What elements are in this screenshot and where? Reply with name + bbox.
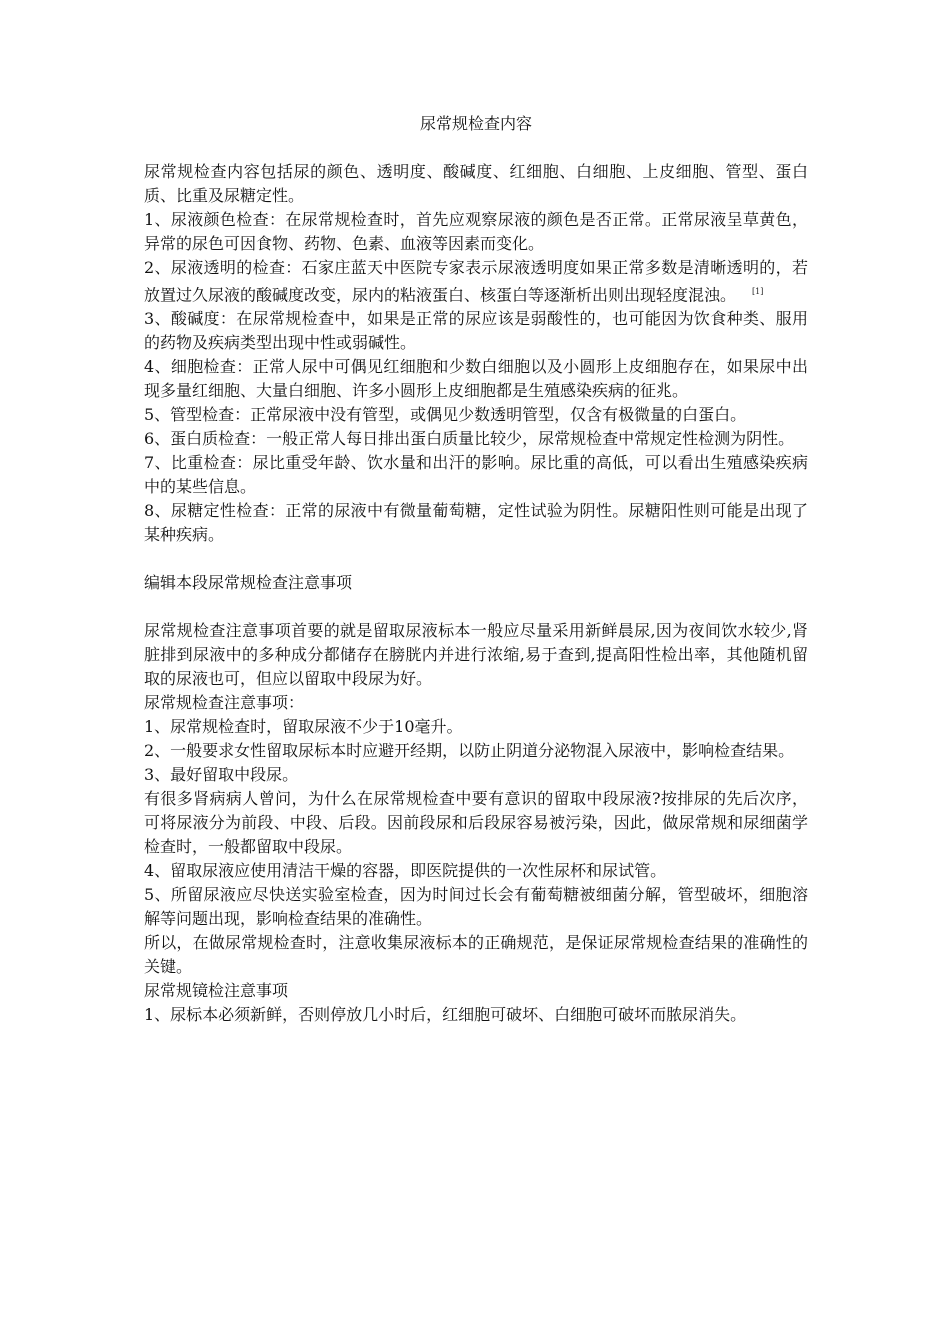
note-midstream: 3、最好留取中段尿。 — [144, 765, 299, 785]
notes-label: 尿常规检查注意事项： — [144, 693, 305, 713]
item-glucose-check: 8、尿糖定性检查：正常的尿液中有微量葡萄糖，定性试验为阴性。尿糖阳性则可能是出现了某种疾病。 — [144, 501, 808, 545]
citation-marker[interactable]: [1] — [752, 287, 764, 296]
note-container: 4、留取尿液应使用清洁干燥的容器，即医院提供的一次性尿杯和尿试管。 — [144, 861, 667, 881]
spacer — [144, 595, 808, 619]
item-transparency-check — [144, 256, 808, 307]
item-transparency-text: 2、尿液透明的检查：石家庄蓝天中医院专家表示尿液透明度如果正常多数是清晰透明的，若放置过久尿液的酸碱度改变，尿内的粘液蛋白、核蛋白等逐渐析出则出现轻度混浊。 — [144, 258, 808, 305]
section-heading: 编辑本段尿常规检查注意事项 — [144, 573, 353, 593]
microscopy-label: 尿常规镜检注意事项 — [144, 981, 289, 1001]
item-protein-check: 6、蛋白质检查：一般正常人每日排出蛋白质量比较少，尿常规检查中常规定性检测为阴性。 — [144, 429, 795, 449]
spacer — [144, 547, 808, 571]
notes-intro-paragraph: 尿常规检查注意事项首要的就是留取尿液标本一般应尽量采用新鲜晨尿,因为夜间饮水较少,肾脏排到尿液中的多种成分都储存在膀胱内并进行浓缩,易于查到,提高阳性检出率，其他随机留取的尿液也可，但应以留取中段尿为好。 — [144, 621, 808, 689]
item-color-check: 1、尿液颜色检查：在尿常规检查时，首先应观察尿液的颜色是否正常。正常尿液呈草黄色，异常的尿色可因食物、药物、色素、血液等因素而变化。 — [144, 210, 808, 253]
note-midstream-explanation: 有很多肾病病人曾问，为什么在尿常规检查中要有意识的留取中段尿液?按排尿的先后次序，可将尿液分为前段、中段、后段。因前段尿和后段尿容易被污染，因此，做尿常规和尿细菌学检查时，一般都留取中段尿。 — [144, 789, 808, 857]
item-cell-check: 4、细胞检查：正常人尿中可偶见红细胞和少数白细胞以及小圆形上皮细胞存在，如果尿中出现多量红细胞、大量白细胞、许多小圆形上皮细胞都是生殖感染疾病的征兆。 — [144, 357, 808, 401]
note-prompt-delivery: 5、所留尿液应尽快送实验室检查，因为时间过长会有葡萄糖被细菌分解，管型破坏，细胞溶解等问题出现，影响检查结果的准确性。 — [144, 885, 808, 929]
item-gravity-check: 7、比重检查：尿比重受年龄、饮水量和出汗的影响。尿比重的高低，可以看出生殖感染疾病中的某些信息。 — [144, 453, 808, 497]
item-cast-check: 5、管型检查：正常尿液中没有管型，或偶见少数透明管型，仅含有极微量的白蛋白。 — [144, 405, 747, 425]
note-conclusion: 所以，在做尿常规检查时，注意收集尿液标本的正确规范，是保证尿常规检查结果的准确性的关键。 — [144, 933, 808, 977]
document-page — [144, 112, 808, 1027]
microscopy-item-fresh: 1、尿标本必须新鲜，否则停放几小时后，红细胞可破坏、白细胞可破坏而脓尿消失。 — [144, 1005, 747, 1025]
note-menstruation: 2、一般要求女性留取尿标本时应避开经期，以防止阴道分泌物混入尿液中，影响检查结果。 — [144, 741, 795, 761]
item-ph-check: 3、酸碱度：在尿常规检查中，如果是正常的尿应该是弱酸性的，也可能因为饮食种类、服用的药物及疾病类型出现中性或弱碱性。 — [144, 309, 808, 353]
document-title: 尿常规检查内容 — [419, 114, 532, 133]
intro-paragraph: 尿常规检查内容包括尿的颜色、透明度、酸碱度、红细胞、白细胞、上皮细胞、管型、蛋白质、比重及尿糖定性。 — [144, 162, 808, 205]
note-volume: 1、尿常规检查时，留取尿液不少于10毫升。 — [144, 717, 463, 737]
